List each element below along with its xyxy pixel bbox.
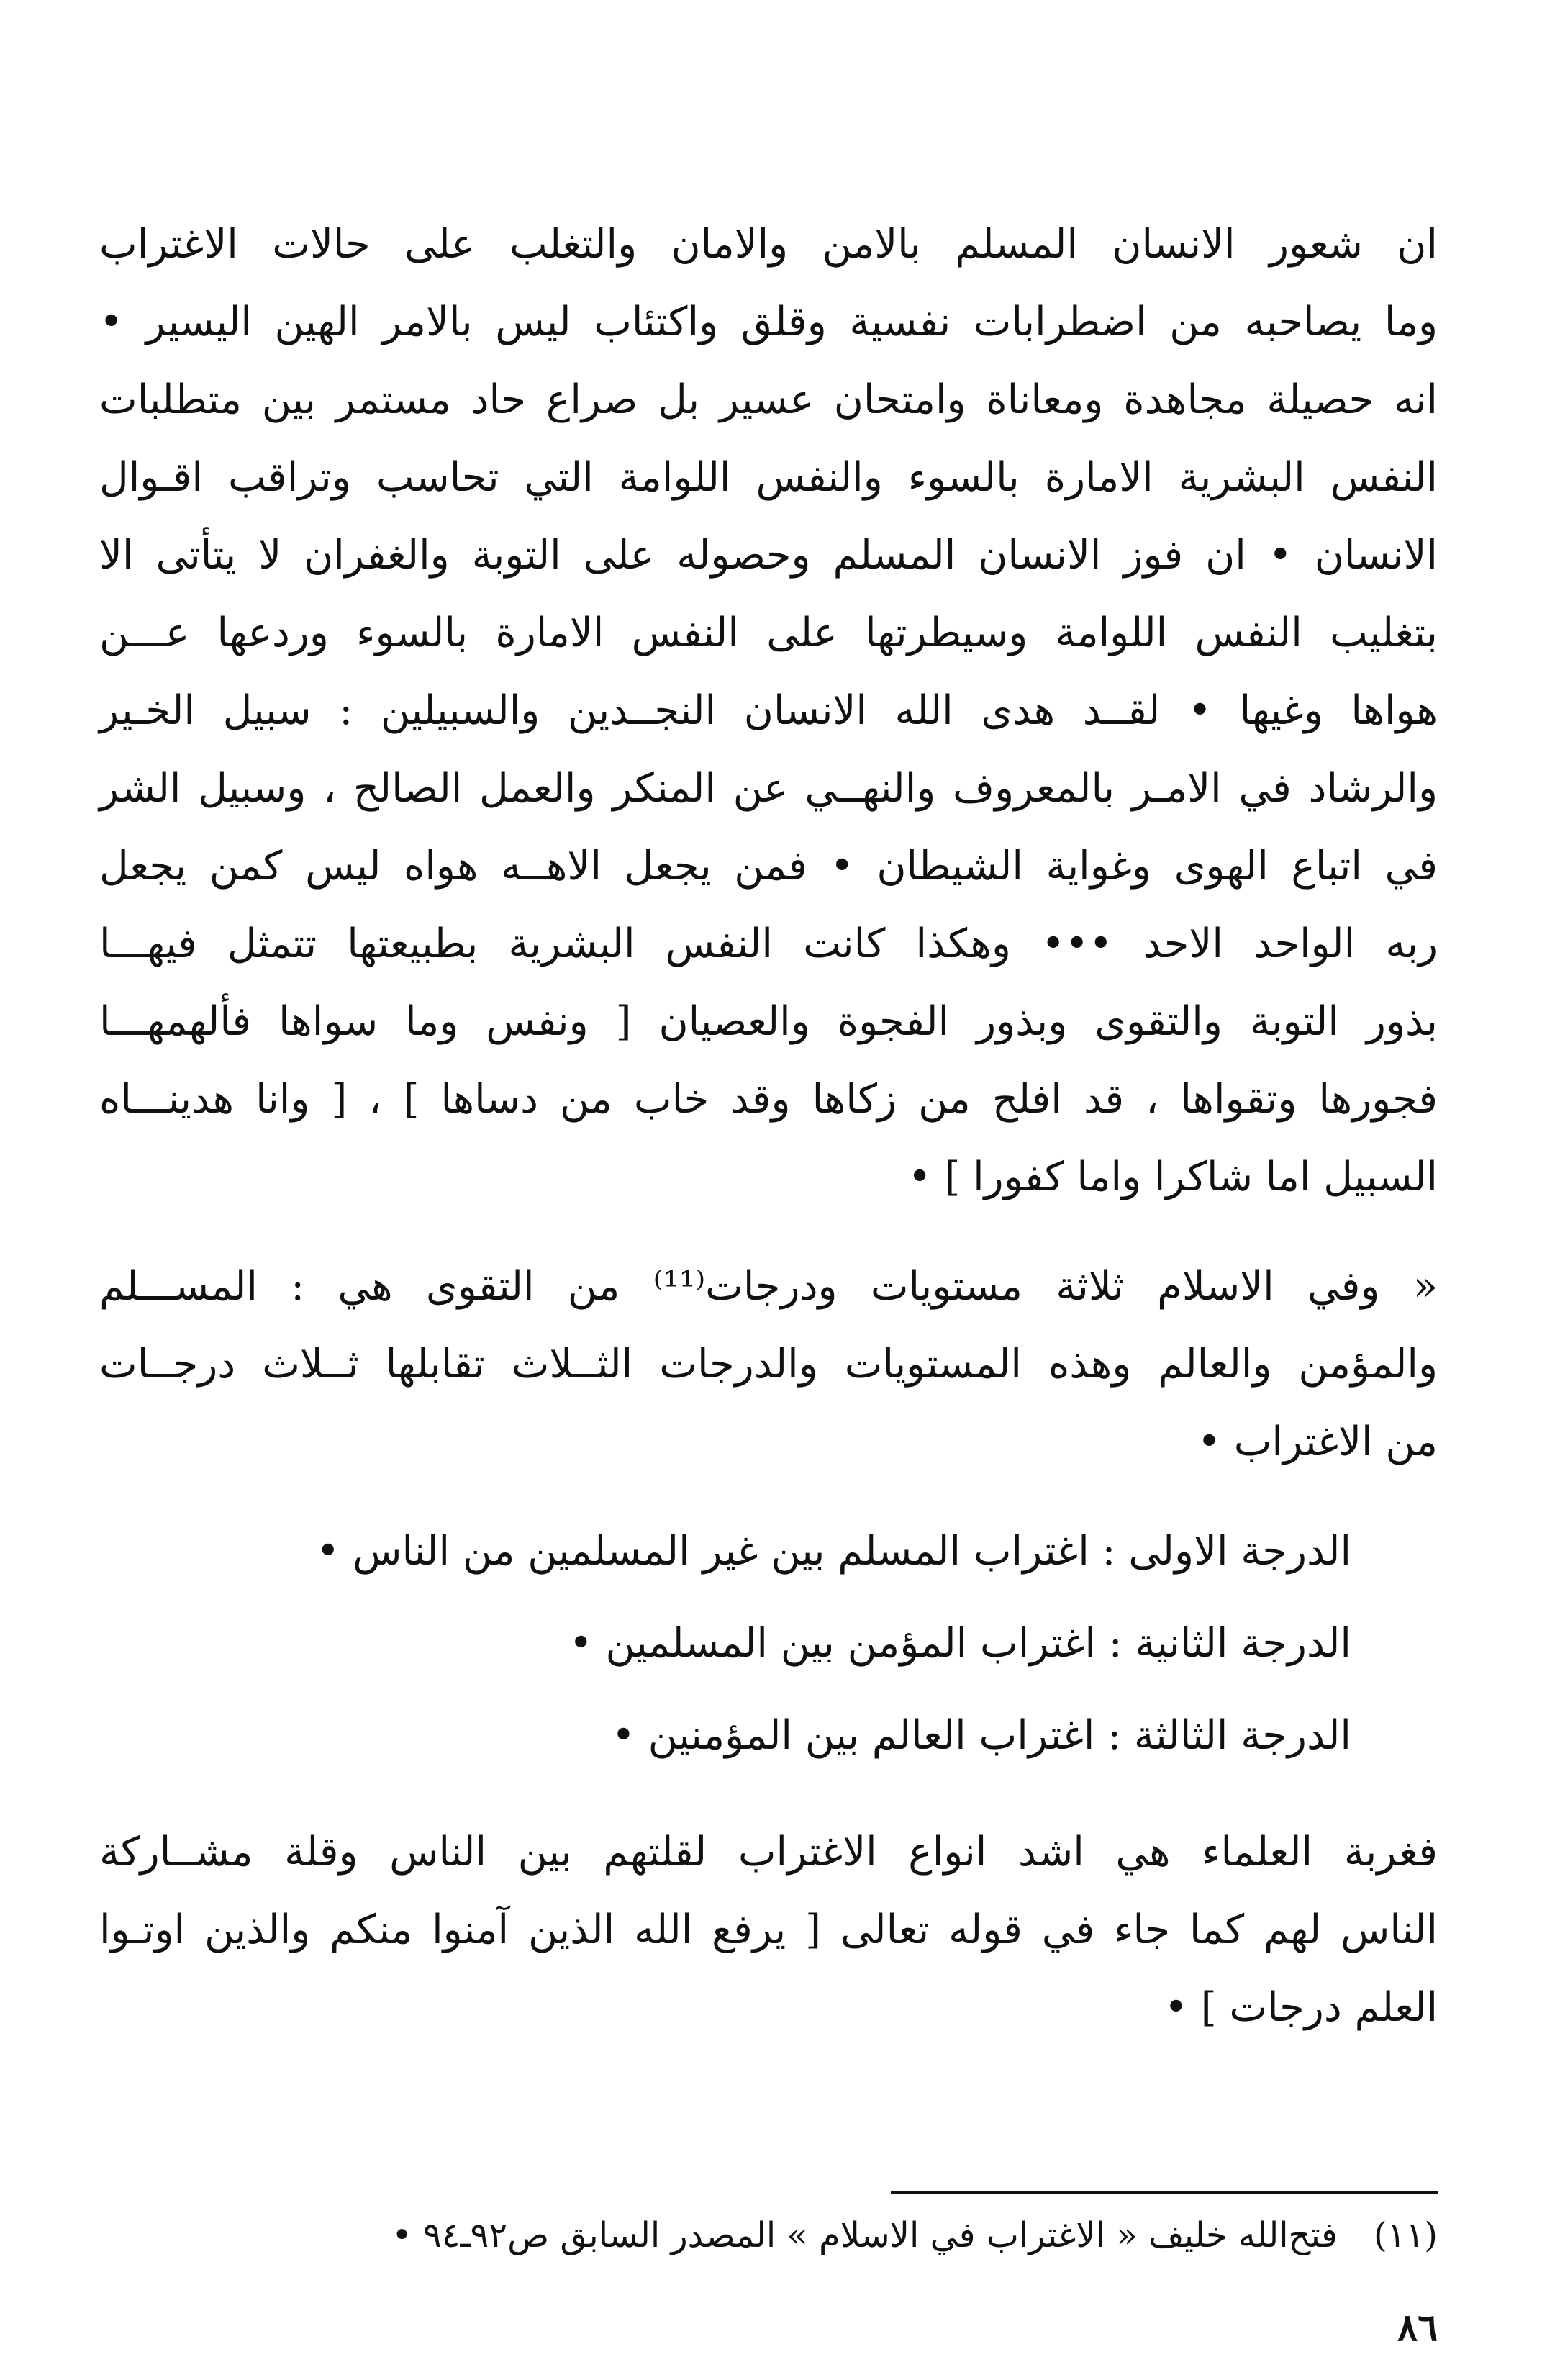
page-number: ٨٦ — [1397, 2306, 1438, 2350]
body-line: فجورها وتقواها ، قد افلح من زكاها وقد خاب من دساها ] ، [ وانا هدينـــاه — [99, 1076, 1438, 1123]
body-line: بذور التوبة والتقوى وبذور الفجوة والعصيان [ ونفس وما سواها فألهمهـــا — [99, 998, 1438, 1045]
body-line: الناس لهم كما جاء في قوله تعالى [ يرفع الله الذين آمنوا منكم والذين اوتـوا — [99, 1906, 1438, 1953]
footnote-text: فتح‌الله خليف « الاغتراب في الاسلام » المصدر السابق ص٩٢ـ٩٤ • — [391, 2215, 1338, 2255]
footnote — [99, 2208, 1438, 2263]
body-line: وما يصاحبه من اضطرابات نفسية وقلق واكتئاب ليس بالامر الهين اليسير • — [99, 299, 1438, 345]
list-item: الدرجة الثالثة : اغتراب العالم بين المؤمنين • — [611, 1712, 1351, 1759]
body-line: السبيل اما شاكرا واما كفورا ] • — [907, 1154, 1438, 1200]
body-line: من الاغتراب • — [1197, 1419, 1438, 1465]
body-line: انه حصيلة مجاهدة ومعاناة وامتحان عسير بل صراع حاد مستمر بين متطلبات — [99, 376, 1438, 423]
body-line: النفس البشرية الامارة بالسوء والنفس اللوامة التي تحاسب وتراقب اقـوال — [99, 454, 1438, 501]
body-line: بتغليب النفس اللوامة وسيطرتها على النفس الامارة بالسوء وردعها عـــن — [99, 610, 1438, 656]
body-line: والمؤمن والعالم وهذه المستويات والدرجات الثــلاث تقابلها ثــلاث درجــات — [99, 1341, 1438, 1388]
list-item: الدرجة الاولى : اغتراب المسلم بين غير المسلمين من الناس • — [316, 1528, 1351, 1575]
body-line: والرشاد في الامـر بالمعروف والنهــي عن المنكر والعمل الصالح ، وسبيل الشر — [99, 765, 1438, 812]
body-line: في اتباع الهوى وغواية الشيطان • فمن يجعل الاهــه هواه ليس كمن يجعل — [99, 843, 1438, 890]
body-line: الانسان • ان فوز الانسان المسلم وحصوله على التوبة والغفران لا يتأتى الا — [99, 532, 1438, 579]
body-line: ربه الواحد الاحد ••• وهكذا كانت النفس البشرية بطبيعتها تتمثل فيهـــا — [99, 920, 1438, 967]
body-line: فغربة العلماء هي اشد انواع الاغتراب لقلتهم بين الناس وقلة مشــاركة — [99, 1829, 1438, 1876]
body-line: العلم درجات ] • — [1164, 1984, 1438, 2031]
list-item: الدرجة الثانية : اغتراب المؤمن بين المسلمين • — [568, 1620, 1351, 1667]
body-line: « وفي الاسلام ثلاثة مستويات ودرجات⁽¹¹⁾ من التقوى هي : المســـلم — [99, 1263, 1438, 1310]
footnote-number: (١١) — [1373, 2215, 1438, 2255]
footnote-divider — [891, 2191, 1438, 2194]
body-line: هواها وغيها • لقــد هدى الله الانسان النجــدين والسبيلين : سبيل الخـير — [99, 687, 1438, 734]
body-line: ان شعور الانسان المسلم بالامن والامان والتغلب على حالات الاغتراب — [99, 221, 1438, 268]
